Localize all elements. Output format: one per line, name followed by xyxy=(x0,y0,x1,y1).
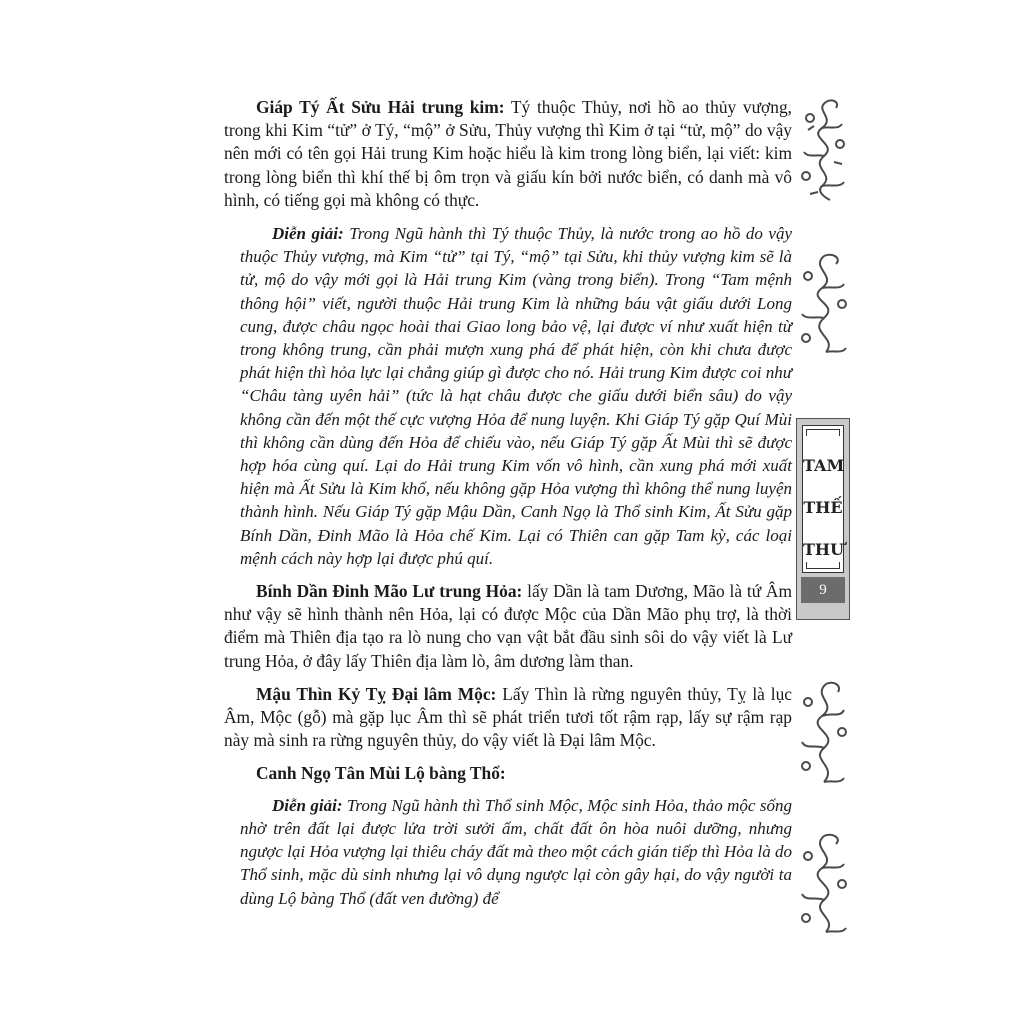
side-tab-title-frame xyxy=(802,425,844,573)
dragon-icon xyxy=(796,680,852,788)
body-text xyxy=(224,96,792,920)
dragon-icon xyxy=(796,96,852,204)
explanation-lo-bang-tho xyxy=(240,794,792,910)
paragraph-hai-trung-kim xyxy=(224,96,792,212)
dragon-icon xyxy=(796,252,852,360)
paragraph-dai-lam-moc xyxy=(224,683,792,753)
explanation-label: Diễn giải: xyxy=(272,224,344,244)
explanation-body: Trong Ngũ hành thì Thổ sinh Mộc, Mộc sinh Hỏa, thảo mộc sống nhờ trên đất lại được lửa trời sưởi ấm, chất đất ôn hòa nuôi dưỡng, nhưng ngược lại Hỏa vượng lại thiêu cháy đất mà theo một cách gián tiếp thì Hỏa là do Thổ sinh, mặc dù sinh nhưng lại vô dụng ngược lại còn gây hại, do vậy người ta dùng Lộ bàng Thổ (đất ven đường) để xyxy=(240,795,792,908)
explanation-label: Diễn giải: xyxy=(272,795,343,815)
side-tab-word: TAM xyxy=(803,456,845,475)
paragraph-heading: Bính Dần Đinh Mão Lư trung Hỏa: xyxy=(256,581,523,602)
page-number: 9 xyxy=(801,577,845,603)
paragraph-heading: Giáp Tý Ất Sửu Hải trung kim: xyxy=(256,97,505,117)
paragraph-body: Tý thuộc Thủy, nơi hồ ao thủy vượng, trong khi Kim “tử” ở Tý, “mộ” ở Sửu, Thủy vượng thì Kim ở tại “tử, mộ” do vậy nên mới có tên gọi Hải trung Kim hoặc hiểu là kim trong lòng biển, lại viết: kim trong lòng biển thì khí thế bị ôm trọn và giấu kín bởi nước biển, có danh mà vô hình, có tiếng gọi mà không có thực. xyxy=(224,97,792,210)
side-tab-word: THƯ xyxy=(803,540,844,559)
explanation-body: Trong Ngũ hành thì Tý thuộc Thủy, là nước trong ao hồ do vậy thuộc Thủy vượng, mà Kim “tử” tại Tý, “mộ” tại Sửu, khi thủy vượng kim sẽ là tử, mộ do vậy mới gọi là Hải trung Kim (vàng trong biển). Trong “Tam mệnh thông hội” viết, người thuộc Hải trung Kim là những báu vật giấu dưới Long cung, được châu ngọc hoài thai Giao long bảo vệ, lại được ví như xuất hiện từ trong không trung, cần phải mượn xung phá để phát hiện, còn khi chưa được phát hiện thì hỏa lực lại chẳng giúp gì được cho nó. Hải trung Kim được coi như “Châu tàng uyên hải” (tức là hạt châu được che giấu dưới biển sâu) do vậy không cần đến một thế cực vượng Hỏa để nung luyện. Khi Giáp Tý gặp Quí Mùi thì không cần dùng đến Hỏa để chiếu vào, nếu Giáp Tý gặp Ất Mùi thì sẽ được hợp hóa cùng quí. Lại do Hải trung Kim vốn vô hình, cần xung phá mới xuất hiện mà Ất Sửu là Kim khố, nếu không gặp Hỏa vượng thì không thể nung luyện thành hình. Nếu Giáp Tý gặp Mậu Dần, Canh Ngọ là Thổ sinh Kim, Ất Sửu gặp Bính Dần, Đinh Mão là Hỏa chế Kim. Lại có Thiên can gặp Tam kỳ, các loại mệnh cách này hợp lại được phú quí. xyxy=(240,224,793,568)
paragraph-lu-trung-hoa xyxy=(224,580,792,673)
side-tab xyxy=(796,418,850,620)
dragon-icon xyxy=(796,830,852,938)
side-tab-word: THẾ xyxy=(803,498,843,517)
paragraph-lo-bang-tho xyxy=(224,762,792,785)
paragraph-body: Lấy Thìn là rừng nguyên thủy, Tỵ là lục Âm, Mộc (gỗ) mà gặp lục Âm thì sẽ phát triển tươi tốt rậm rạp, lấy sự rậm rạp này mà sinh ra rừng nguyên thủy, do vậy viết là Đại lâm Mộc. xyxy=(224,683,792,751)
explanation-hai-trung-kim xyxy=(240,222,792,570)
paragraph-heading: Mậu Thìn Kỷ Tỵ Đại lâm Mộc: xyxy=(256,683,497,704)
paragraph-body: lấy Dần là tam Dương, Mão là tứ Âm như vậy sẽ hình thành nên Hỏa, lại có được Mộc của Dần Mão phụ trợ, là thời điểm mà Thiên địa tạo ra lò nung cho vạn vật bắt đầu sinh sôi do vậy viết là Lư trung Hỏa, ở đây lấy Thiên địa làm lò, âm dương làm than. xyxy=(224,581,793,671)
paragraph-heading: Canh Ngọ Tân Mùi Lộ bàng Thổ: xyxy=(256,763,506,784)
